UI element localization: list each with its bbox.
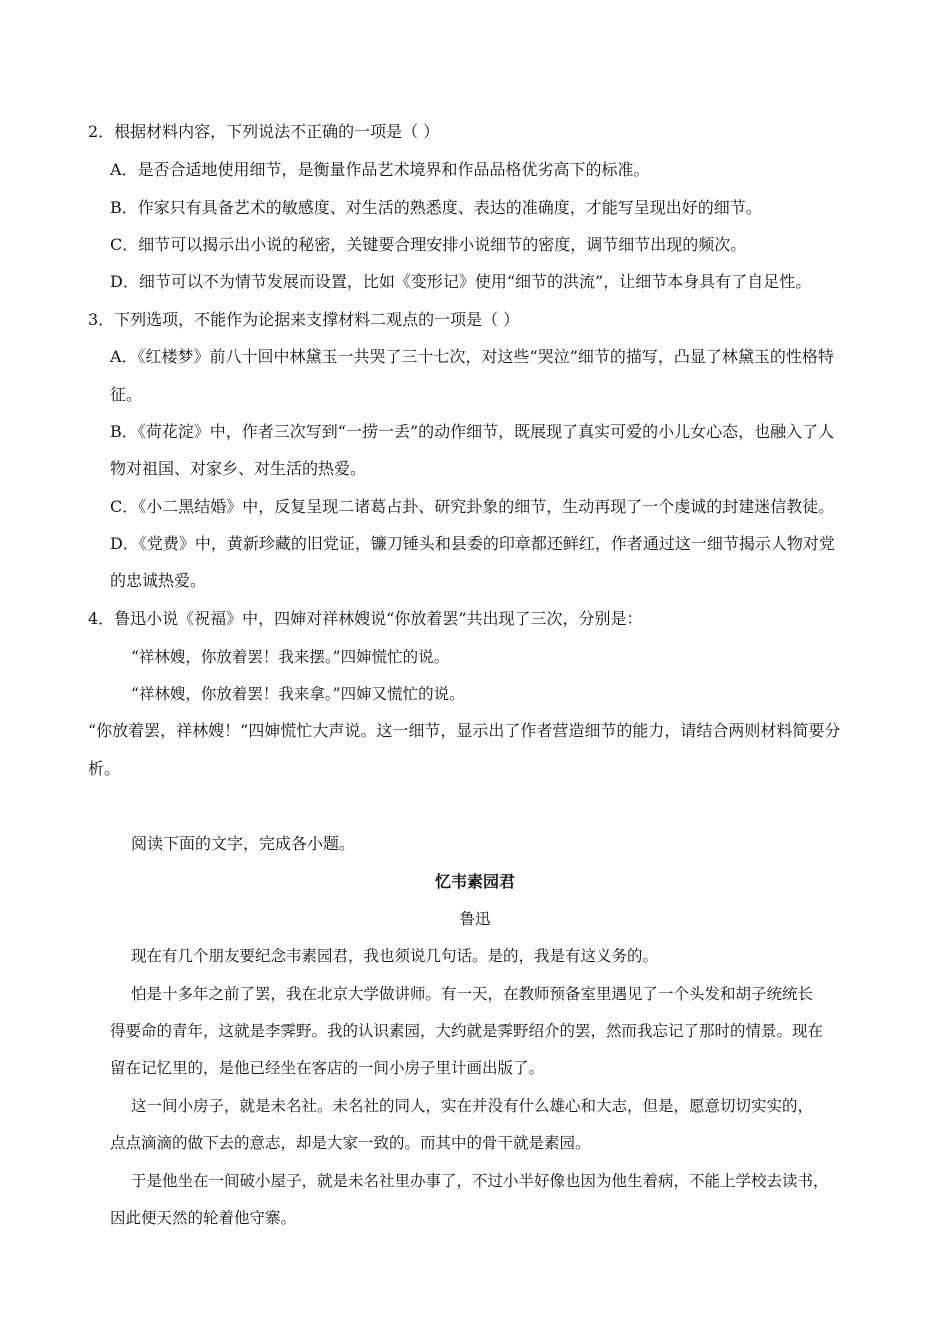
passage-paragraph-2-line-1: 怕是十多年之前了罢，我在北京大学做讲师。有一天，在教师预备室里遇见了一个头发和胡子统统长	[131, 985, 814, 1003]
question-3-option-b-line-2: 物对祖国、对家乡、对生活的热爱。	[110, 459, 367, 478]
question-4-stem: 4．鲁迅小说《祝福》中，四婶对祥林嫂说“你放着罢”共出现了三次，分别是：	[88, 609, 643, 628]
question-2-option-b: B．作家只有具备艺术的敏感度、对生活的熟悉度、表达的准确度，才能写呈现出好的细节。	[110, 198, 762, 217]
passage-paragraph-1: 现在有几个朋友要纪念韦素园君，我也须说几句话。是的，我是有这义务的。	[131, 947, 659, 965]
question-4-quote-2: “祥林嫂，你放着罢！我来拿。”四婶又慌忙的说。	[131, 685, 465, 703]
question-4-quote-1: “祥林嫂，你放着罢！我来摆。”四婶慌忙的说。	[131, 648, 450, 666]
question-3-option-a-line-1: A．《红楼梦》前八十回中林黛玉一共哭了三十七次，对这些“哭泣”细节的描写，凸显了林黛玉的性格特	[110, 347, 834, 366]
question-2-option-c: C．细节可以揭示出小说的秘密，关键要合理安排小说细节的密度，调节细节出现的频次。	[110, 235, 747, 254]
passage-paragraph-4-line-1: 于是他坐在一间破小屋子，就是未名社里办事了，不过小半好像也因为他生着病，不能上学校去读书，	[131, 1172, 829, 1190]
question-3-stem: 3．下列选项，不能作为论据来支撑材料二观点的一项是（ ）	[88, 310, 520, 329]
passage-paragraph-2-line-2: 得要命的青年，这就是李霁野。我的认识素园，大约就是霁野绍介的罢，然而我忘记了那时的情景。现在	[110, 1022, 824, 1040]
question-4-prompt-line-2: 析。	[88, 759, 121, 778]
passage-paragraph-4-line-2: 因此便天然的轮着他守寨。	[110, 1209, 297, 1227]
passage-author: 鲁迅	[459, 910, 491, 928]
question-3-option-b-line-1: B．《荷花淀》中，作者三次写到“一捞一丢”的动作细节，既展现了真实可爱的小儿女心态，也融入了人	[110, 422, 835, 441]
reading-instruction: 阅读下面的文字，完成各小题。	[131, 834, 356, 853]
question-2-stem: 2．根据材料内容，下列说法不正确的一项是（ ）	[88, 122, 440, 141]
question-3-option-a-line-2: 征。	[110, 385, 143, 404]
question-3-option-d-line-2: 的忠诚热爱。	[110, 571, 207, 590]
passage-title: 忆韦素园君	[434, 872, 515, 891]
passage-paragraph-3-line-2: 点点滴滴的做下去的意志，却是大家一致的。而其中的骨干就是素园。	[110, 1134, 591, 1152]
question-2-option-d: D．细节可以不为情节发展而设置，比如《变形记》使用“细节的洪流”，让细节本身具有了自足性。	[110, 272, 812, 291]
passage-paragraph-2-line-3: 留在记忆里的，是他已经坐在客店的一间小房子里计画出版了。	[110, 1059, 545, 1077]
passage-paragraph-3-line-1: 这一间小房子，就是未名社。未名社的同人，实在并没有什么雄心和大志，但是，愿意切切实实的，	[131, 1097, 814, 1115]
question-4-prompt-line-1: “你放着罢，祥林嫂！”四婶慌忙大声说。这一细节，显示出了作者营造细节的能力，请结合两则材料简要分	[88, 721, 841, 740]
question-3-option-d-line-1: D．《党费》中，黄新珍藏的旧党证，镰刀锤头和县委的印章都还鲜红，作者通过这一细节揭示人物对党	[110, 534, 835, 553]
question-3-option-c: C．《小二黑结婚》中，反复呈现二诸葛占卦、研究卦象的细节，生动再现了一个虔诚的封建迷信教徒。	[110, 497, 835, 516]
question-2-option-a: A．是否合适地使用细节，是衡量作品艺术境界和作品品格优劣高下的标准。	[110, 160, 650, 179]
